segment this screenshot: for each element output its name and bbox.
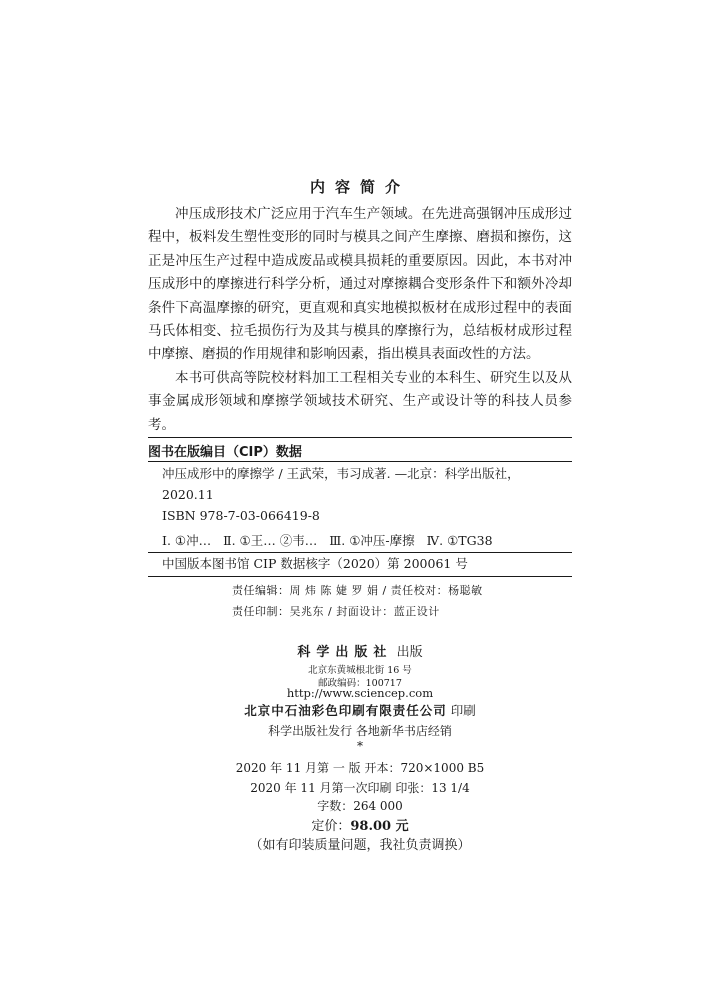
cip-date-line: 2020.11 — [162, 487, 214, 502]
cip-top-rule — [148, 437, 572, 438]
cip-isbn: ISBN 978-7-03-066419-8 — [162, 508, 320, 523]
credits-production: 责任印制：吴兆东 / 封面设计：蓝正设计 — [232, 605, 440, 618]
publisher-suffix: 出版 — [396, 645, 423, 660]
cip-heading-rule — [148, 461, 572, 462]
printer-name: 北京中石油彩色印刷有限责任公司 — [244, 703, 447, 718]
quality-note: （如有印装质量问题，我社负责调换） — [249, 838, 471, 853]
publisher-url: http://www.sciencep.com — [286, 686, 434, 700]
cip-library-number: 中国版本图书馆 CIP 数据核字（2020）第 200061 号 — [162, 556, 468, 571]
distribution: 科学出版社发行 各地新华书店经销 — [268, 724, 452, 738]
price-label: 定价： — [311, 819, 351, 834]
cip-title-line: 冲压成形中的摩擦学 / 王武荣，韦习成著. —北京：科学出版社， — [162, 466, 520, 481]
cip-classification — [148, 530, 572, 551]
cip-class-3: Ⅲ. ①冲压-摩擦 — [329, 533, 415, 548]
abstract-paragraph-2: 本书可供高等院校材料加工工程相关专业的本科生、研究生以及从事金属成形领域和摩擦学领域技术研究、生产或设计等的科技人员参考。 — [148, 369, 572, 433]
cip-block — [148, 463, 572, 551]
page-title: 内容简介 — [309, 178, 410, 196]
publisher-address: 北京东黄城根北街 16 号 — [308, 665, 412, 676]
printing-line: 2020 年 11 月第一次印刷 印张：13 1/4 — [250, 781, 470, 795]
publisher-postcode: 邮政编码：100717 — [318, 678, 402, 689]
separator-star: * — [357, 739, 363, 753]
edition-line: 2020 年 11 月第 一 版 开本：720×1000 B5 — [235, 761, 485, 775]
cip-class-2: Ⅱ. ①王… ②韦… — [223, 533, 318, 548]
price-value: 98.00 元 — [350, 819, 409, 834]
printer-suffix: 印刷 — [450, 703, 476, 718]
word-count: 字数：264 000 — [317, 799, 403, 813]
credits-editors: 责任编辑：周 炜 陈 婕 罗 娟 / 责任校对：杨聪敏 — [232, 584, 483, 597]
price-line — [148, 815, 572, 834]
abstract-body — [148, 203, 572, 437]
abstract-paragraph-1: 冲压成形技术广泛应用于汽车生产领域。在先进高强钢冲压成形过程中，板料发生塑性变形的同时与模具之间产生摩擦、磨损和擦伤，这正是冲压生产过程中造成废品或模具损耗的重要原因。因此，本书对冲压成形中的摩擦进行科学分析，通过对摩擦耦合变形条件下和额外冷却条件下高温摩擦的研究，更直观和真实地模拟板材在成形过程中的表面马氏体相变、拉毛损伤行为及其与模具的摩擦行为，总结板材成形过程中摩擦、磨损的作用规律和影响因素，指出模具表面改性的方法。 — [148, 206, 572, 363]
publisher-line — [148, 641, 572, 660]
cip-heading: 图书在版编目（CIP）数据 — [148, 445, 302, 460]
publisher-name: 科学出版社 — [297, 645, 393, 660]
cip-class-4: Ⅳ. ①TG38 — [426, 533, 493, 548]
cip-bottom-rule — [148, 576, 572, 577]
printer-line — [148, 701, 572, 719]
cip-class-1: Ⅰ. ①冲… — [162, 533, 212, 548]
cip-library-block — [148, 553, 572, 574]
